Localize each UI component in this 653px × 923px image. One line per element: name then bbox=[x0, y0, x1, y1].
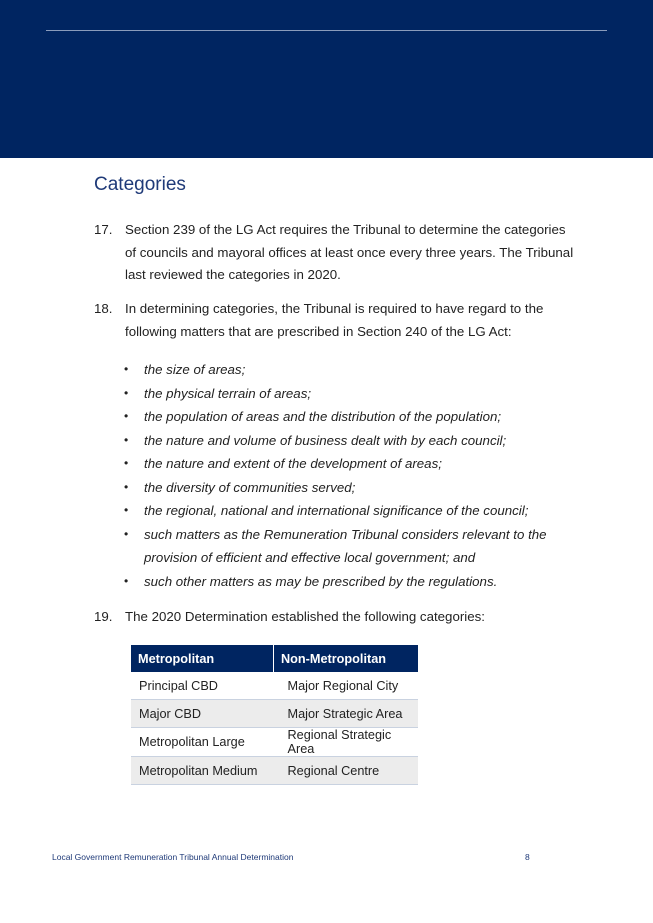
bullet-glyph: • bbox=[124, 456, 129, 470]
bullet-glyph: • bbox=[124, 503, 129, 517]
paragraph-17 bbox=[94, 219, 574, 287]
table-cell: Metropolitan Large bbox=[131, 728, 274, 757]
column-header-non-metropolitan: Non-Metropolitan bbox=[274, 645, 419, 672]
list-item bbox=[124, 452, 564, 476]
table-cell: Major Regional City bbox=[274, 672, 419, 700]
table-cell: Metropolitan Medium bbox=[131, 757, 274, 785]
list-item bbox=[124, 476, 564, 500]
list-item bbox=[124, 570, 564, 594]
table-row bbox=[131, 757, 418, 785]
list-item-text: the physical terrain of areas; bbox=[144, 385, 312, 401]
bullet-glyph: • bbox=[124, 409, 129, 423]
bullet-glyph: • bbox=[124, 526, 129, 541]
list-item bbox=[124, 382, 564, 406]
list-item bbox=[124, 499, 564, 523]
list-item bbox=[124, 405, 564, 429]
table-cell: Major Strategic Area bbox=[274, 700, 419, 728]
list-item-text: the diversity of communities served; bbox=[144, 479, 356, 495]
header-banner bbox=[0, 0, 653, 158]
list-item-text: the nature and extent of the development of areas; bbox=[144, 456, 442, 471]
bullet-glyph: • bbox=[124, 385, 129, 400]
list-item bbox=[124, 358, 564, 382]
table-cell: Major CBD bbox=[131, 700, 274, 728]
list-item bbox=[124, 429, 564, 453]
prescribed-matters-list bbox=[124, 358, 564, 593]
footer-title: Local Government Remuneration Tribunal Annual Determination bbox=[52, 852, 294, 862]
list-item-text: the regional, national and international significance of the council; bbox=[144, 503, 529, 518]
paragraph-text: In determining categories, the Tribunal is required to have regard to the following matters that are prescribed in Section 240 of the LG Act: bbox=[125, 301, 544, 339]
list-item-text: the population of areas and the distribution of the population; bbox=[144, 409, 502, 424]
bullet-glyph: • bbox=[124, 432, 129, 447]
banner-divider bbox=[46, 30, 607, 31]
paragraph-number: 17. bbox=[94, 222, 113, 237]
paragraph-text: Section 239 of the LG Act requires the Tribunal to determine the categories of councils and mayoral offices at least once every three years. The Tribunal last reviewed the categories in 2020. bbox=[125, 222, 574, 282]
paragraph-number: 18. bbox=[94, 301, 113, 316]
table-cell: Regional Strategic Area bbox=[274, 728, 419, 757]
list-item bbox=[124, 523, 564, 570]
paragraph-text: The 2020 Determination established the following categories: bbox=[125, 609, 485, 624]
paragraph-18 bbox=[94, 298, 574, 343]
table-row bbox=[131, 700, 418, 728]
table-cell: Regional Centre bbox=[274, 757, 419, 785]
section-heading: Categories bbox=[94, 174, 186, 195]
list-item-text: such other matters as may be prescribed by the regulations. bbox=[144, 573, 498, 589]
bullet-glyph: • bbox=[124, 573, 129, 588]
table-header-row bbox=[131, 645, 418, 672]
paragraph-number: 19. bbox=[94, 609, 113, 624]
table-row bbox=[131, 672, 418, 700]
list-item-text: such matters as the Remuneration Tribunal considers relevant to the provision of efficient and effective local government; and bbox=[144, 526, 547, 565]
table-row bbox=[131, 728, 418, 757]
categories-table bbox=[131, 645, 418, 785]
bullet-glyph: • bbox=[124, 479, 129, 494]
column-header-metropolitan: Metropolitan bbox=[131, 645, 274, 672]
bullet-glyph: • bbox=[124, 362, 129, 376]
page-number: 8 bbox=[525, 852, 530, 862]
paragraph-19 bbox=[94, 606, 574, 629]
list-item-text: the nature and volume of business dealt with by each council; bbox=[144, 432, 507, 448]
table-cell: Principal CBD bbox=[131, 672, 274, 700]
list-item-text: the size of areas; bbox=[144, 362, 246, 377]
